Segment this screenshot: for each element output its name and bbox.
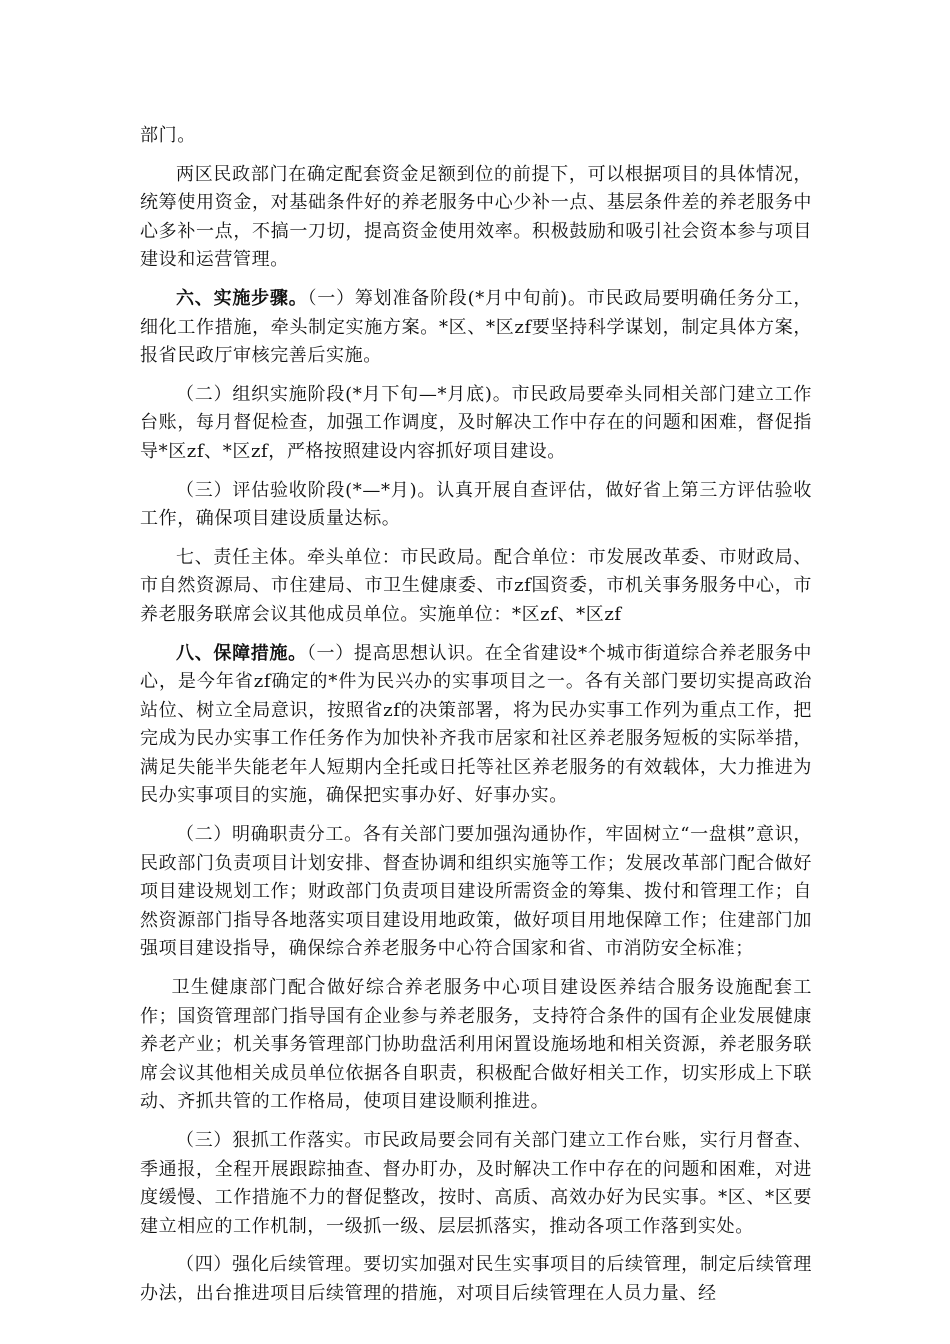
paragraph-stage-3: （三）评估验收阶段(*—*月)。认真开展自查评估，做好省上第三方评估验收工作，确保项目建设质量达标。 — [140, 479, 812, 530]
paragraph-responsibility: 七、责任主体。牵头单位：市民政局。配合单位：市发展改革委、市财政局、市自然资源局、市住建局、市卫生健康委、市zf国资委，市机关事务服务中心，市养老服务联席会议其他成员单位。实施单位：*区zf、*区zf — [140, 546, 812, 625]
paragraph-stage-2: （二）组织实施阶段(*月下旬—*月底)。市民政局要牵头同相关部门建立工作台账，每月督促检查，加强工作调度，及时解决工作中存在的问题和困难，督促指导*区zf、*区zf，严格按照建设内容抓好项目建设。 — [140, 383, 812, 462]
paragraph-duties: （二）明确职责分工。各有关部门要加强沟通协作，牢固树立“一盘棋”意识，民政部门负责项目计划安排、督查协调和组织实施等工作；发展改革部门配合做好项目建设规划工作；财政部门负责项目建设所需资金的筹集、拨付和管理工作；自然资源部门指导各地落实项目建设用地政策，做好项目用地保障工作；住建部门加强项目建设指导，确保综合养老服务中心符合国家和省、市消防安全标准； — [140, 824, 812, 960]
paragraph-health-dept: 卫生健康部门配合做好综合养老服务中心项目建设医养结合服务设施配套工作；国资管理部门指导国有企业参与养老服务，支持符合条件的国有企业发展健康养老产业；机关事务管理部门协助盘活利用闲置设施场地和相关资源，养老服务联席会议其他相关成员单位依据各自职责，积极配合做好相关工作，切实形成上下联动、齐抓共管的工作格局，使项目建设顺利推进。 — [140, 977, 812, 1113]
paragraph-implementation: （三）狠抓工作落实。市民政局要会同有关部门建立工作台账，实行月督查、季通报，全程开展跟踪抽查、督办盯办，及时解决工作中存在的问题和困难，对进度缓慢、工作措施不力的督促整改，按时、高质、高效办好为民实事。*区、*区要建立相应的工作机制，一级抓一级、层层抓落实，推动各项工作落到实处。 — [140, 1130, 812, 1237]
document-page — [140, 122, 812, 1319]
paragraph-2: 两区民政部门在确定配套资金足额到位的前提下，可以根据项目的具体情况，统筹使用资金，对基础条件好的养老服务中心少补一点、基层条件差的养老服务中心多补一点，不搞一刀切，提高资金使用效率。积极鼓励和吸引社会资本参与项目建设和运营管理。 — [140, 163, 812, 271]
paragraph-1: 部门。 — [140, 125, 196, 146]
section-heading-8: 八、保障措施。 — [176, 642, 307, 664]
paragraph-implementation-steps: 六、实施步骤。（一）筹划准备阶段(*月中旬前)。市民政局要明确任务分工，细化工作措施，牵头制定实施方案。*区、*区zf要坚持科学谋划，制定具体方案，报省民政厅审核完善后实施。 — [140, 287, 812, 367]
section-heading-6: 六、实施步骤。 — [176, 287, 308, 309]
paragraph-follow-up: （四）强化后续管理。要切实加强对民生实事项目的后续管理，制定后续管理办法，出台推进项目后续管理的措施，对项目后续管理在人员力量、经 — [140, 1254, 812, 1304]
paragraph-safeguards: 八、保障措施。（一）提高思想认识。在全省建设*个城市街道综合养老服务中心，是今年省zf确定的*件为民兴办的实事项目之一。各有关部门要切实提高政治站位、树立全局意识，按照省zf的决策部署，将为民办实事工作列为重点工作，把完成为民办实事工作任务作为加快补齐我市居家和社区养老服务短板的实际举措，满足失能半失能老年人短期内全托或日托等社区养老服务的有效载体，大力推进为民办实事项目的实施，确保把实事办好、好事办实。 — [140, 642, 813, 807]
